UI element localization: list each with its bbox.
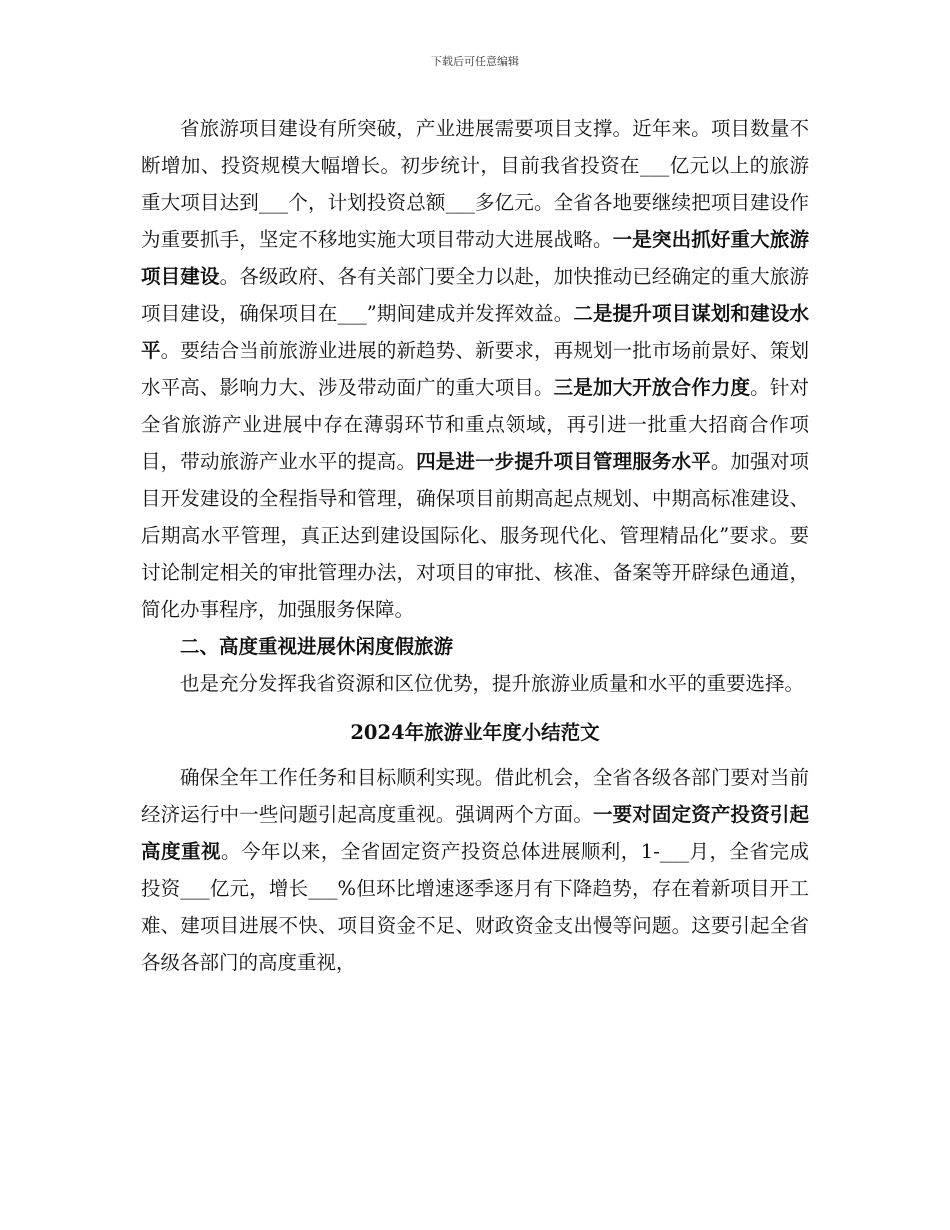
paragraph-leisure-tourism: 也是充分发挥我省资源和区位优势，提升旅游业质量和水平的重要选择。 — [180, 672, 805, 695]
document-page — [141, 110, 809, 981]
paragraph-text: 确保全年工作任务和目标顺利实现。借此机会，全省各级各部门要对当前经济运行中一些问题引起高度重视。强调两个方面。 — [141, 766, 809, 826]
paragraph-text: 。要结合当前旅游业进展的新趋势、新要求，再规划一批市场前景好、策划水平高、影响力大、涉及带动面广的重大项目。 — [141, 339, 809, 399]
bold-point-2: 二是提升项目谋划和建设水平 — [141, 302, 809, 362]
section-heading-leisure-tourism: 二、高度重视进展休闲度假旅游 — [180, 635, 454, 658]
paragraph-project-construction — [141, 110, 809, 628]
bold-point-fixed-asset: 一要对固定资产投资引起高度重视 — [141, 803, 809, 863]
bold-point-3: 三是加大开放合作力度 — [553, 376, 751, 399]
bold-point-4: 四是进一步提升项目管理服务水平 — [416, 450, 711, 473]
paragraph-text: 。今年以来，全省固定资产投资总体进展顺利，1-___月，全省完成投资___亿元，增长___%但环比增速逐季逐月有下降趋势，存在着新项目开工难、建项目进展不快、项目资金不足、财政资金支出慢等问题。这要引起全省各级各部门的高度重视， — [141, 840, 809, 974]
bold-point-1: 一是突出抓好重大旅游项目建设 — [141, 228, 809, 288]
paragraph-text: 。针对全省旅游产业进展中存在薄弱环节和重点领域，再引进一批重大招商合作项目，带动旅游产业水平的提高。 — [141, 376, 809, 473]
document-title: 2024年旅游业年度小结范文 — [350, 721, 600, 744]
paragraph-text: 。加强对项目开发建设的全程指导和管理，确保项目前期高起点规划、中期高标准建设、后期高水平管理，真正达到建设国际化、服务现代化、管理精品化”要求。要讨论制定相关的审批管理办法，对项目的审批、核准、备案等开辟绿色通道，简化办事程序，加强服务保障。 — [141, 450, 809, 621]
paragraph-text: 。各级政府、各有关部门要全力以赴，加快推动已经确定的重大旅游项目建设，确保项目在___”期间建成并发挥效益。 — [141, 265, 809, 325]
paragraph-annual-summary — [141, 759, 809, 981]
paragraph-text: 省旅游项目建设有所突破，产业进展需要项目支撑。近年来。项目数量不断增加、投资规模大幅增长。初步统计，目前我省投资在___亿元以上的旅游重大项目达到___个，计划投资总额___多亿元。全省各地要继续把项目建设作为重要抓手，坚定不移地实施大项目带动大进展战略。 — [141, 117, 809, 251]
header-note: 下载后可任意编辑 — [431, 55, 519, 68]
